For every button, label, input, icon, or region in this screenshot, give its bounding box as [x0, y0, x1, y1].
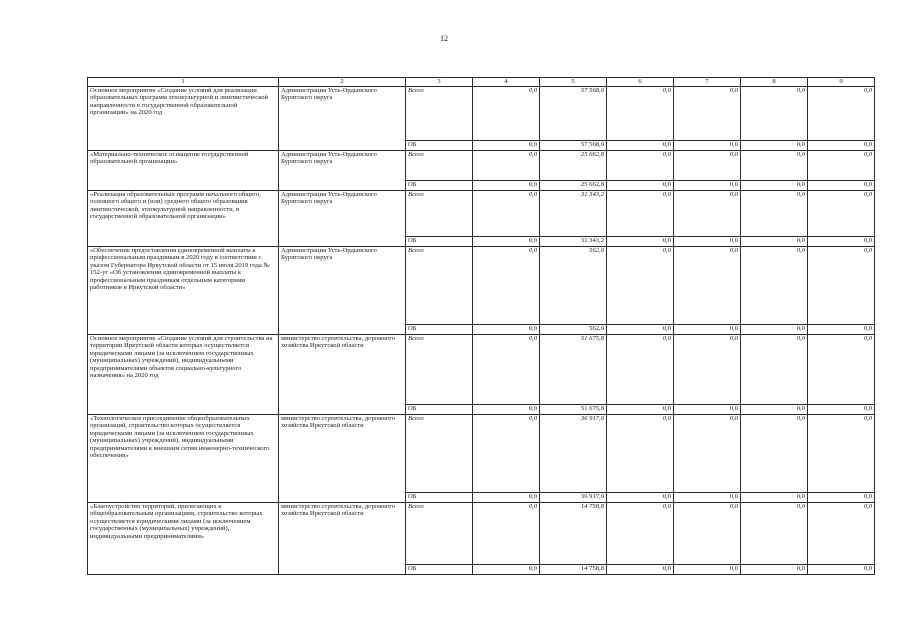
total-value-cell: 0,0 [808, 191, 875, 237]
table-body [88, 87, 875, 575]
table-row-total [88, 151, 875, 181]
total-value-cell: 0,0 [808, 503, 875, 565]
funding-source-ob: ОБ [406, 565, 473, 575]
ob-value-cell: 0,0 [808, 181, 875, 191]
table-row-total [88, 415, 875, 493]
total-value-cell: 0,0 [607, 151, 674, 181]
total-value-cell: 0,0 [741, 503, 808, 565]
ob-value-cell: 36 917,0 [540, 493, 607, 503]
total-value-cell: 57 568,0 [540, 87, 607, 141]
total-value-cell: 0,0 [473, 87, 540, 141]
total-value-cell: 0,0 [473, 335, 540, 405]
total-value-cell: 0,0 [741, 247, 808, 325]
ob-value-cell: 0,0 [741, 493, 808, 503]
total-value-cell: 0,0 [741, 191, 808, 237]
total-value-cell: 0,0 [674, 247, 741, 325]
ob-value-cell: 0,0 [674, 181, 741, 191]
ob-value-cell: 0,0 [473, 325, 540, 335]
funding-source-total: Всего [406, 191, 473, 237]
total-value-cell: 31 343,2 [540, 191, 607, 237]
ob-value-cell: 0,0 [607, 237, 674, 247]
measure-description: «Обеспечение предоставления единовременной выплаты к профессиональным праздникам в 2020 году в соответствии с указом Губернатора Иркутской области от 15 июля 2019 года № 152-уг «Об установлении единовременной выплаты к профессиональным праздникам отдельным категориям работников в Иркутской области» [88, 247, 279, 335]
ob-value-cell: 0,0 [473, 565, 540, 575]
ob-value-cell: 0,0 [607, 325, 674, 335]
total-value-cell: 0,0 [808, 87, 875, 141]
total-value-cell: 0,0 [473, 151, 540, 181]
ob-value-cell: 0,0 [607, 405, 674, 415]
total-value-cell: 0,0 [607, 191, 674, 237]
funding-source-ob: ОБ [406, 237, 473, 247]
executor-name: Администрация Усть-Ордынского Бурятского округа [279, 87, 406, 151]
funding-source-total: Всего [406, 151, 473, 181]
total-value-cell: 0,0 [607, 87, 674, 141]
total-value-cell: 36 917,0 [540, 415, 607, 493]
total-value-cell: 0,0 [473, 191, 540, 237]
column-header: 4 [473, 78, 540, 87]
ob-value-cell: 51 675,8 [540, 405, 607, 415]
total-value-cell: 0,0 [741, 335, 808, 405]
measure-description: «Реализация образовательных программ начального общего, основного общего и (или) среднего общего образования лингвистической, этнокультурной направленности, в государственной образовательной организации» [88, 191, 279, 247]
total-value-cell: 0,0 [674, 151, 741, 181]
ob-value-cell: 0,0 [741, 237, 808, 247]
measure-description: Основное мероприятие «Создание условий для строительства на территории Иркутской области которых осуществляется юридическими лицами (за исключением государственных (муниципальных) учреждений), индивидуальными предпринимателями объектов социально-культурного назначения» на 2020 год [88, 335, 279, 415]
ob-value-cell: 0,0 [674, 325, 741, 335]
total-value-cell: 0,0 [741, 151, 808, 181]
column-header: 2 [279, 78, 406, 87]
ob-value-cell: 0,0 [473, 181, 540, 191]
ob-value-cell: 0,0 [473, 405, 540, 415]
total-value-cell: 14 758,8 [540, 503, 607, 565]
executor-name: министерство строительства, дорожного хозяйства Иркутской области [279, 415, 406, 503]
measure-description: «Технологическое присоединение общеобразовательных организаций, строительство которых осуществляется юридическими лицами (за исключением государственных (муниципальных) учреждений), индивидуальными предпринимателями к внешним сетям инженерно-технического обеспечения» [88, 415, 279, 503]
total-value-cell: 0,0 [808, 247, 875, 325]
total-value-cell: 0,0 [808, 415, 875, 493]
executor-name: Администрация Усть-Ордынского Бурятского округа [279, 151, 406, 191]
ob-value-cell: 0,0 [674, 237, 741, 247]
ob-value-cell: 0,0 [808, 565, 875, 575]
ob-value-cell: 0,0 [674, 141, 741, 151]
table-row-total [88, 335, 875, 405]
table-row-total [88, 87, 875, 141]
total-value-cell: 0,0 [674, 335, 741, 405]
ob-value-cell: 0,0 [473, 493, 540, 503]
measure-description: «Материально-техническое оснащение государственной образовательной организации» [88, 151, 279, 191]
total-value-cell: 562,0 [540, 247, 607, 325]
column-header: 5 [540, 78, 607, 87]
total-value-cell: 0,0 [808, 151, 875, 181]
ob-value-cell: 0,0 [607, 565, 674, 575]
funding-source-total: Всего [406, 415, 473, 493]
total-value-cell: 0,0 [607, 503, 674, 565]
funding-source-ob: ОБ [406, 141, 473, 151]
column-number-row [88, 78, 875, 87]
funding-source-total: Всего [406, 247, 473, 325]
total-value-cell: 0,0 [808, 335, 875, 405]
ob-value-cell: 25 662,8 [540, 181, 607, 191]
ob-value-cell: 0,0 [808, 237, 875, 247]
budget-table [87, 77, 875, 575]
ob-value-cell: 0,0 [741, 565, 808, 575]
measure-description: Основное мероприятие «Создание условий для реализации образовательных программ этнокультурной и лингвистической направленности в государственной образовательной организации» на 2020 год [88, 87, 279, 151]
funding-source-ob: ОБ [406, 325, 473, 335]
ob-value-cell: 0,0 [741, 181, 808, 191]
table-row-total [88, 503, 875, 565]
funding-source-ob: ОБ [406, 405, 473, 415]
column-header: 3 [406, 78, 473, 87]
total-value-cell: 0,0 [473, 415, 540, 493]
funding-source-ob: ОБ [406, 493, 473, 503]
total-value-cell: 0,0 [674, 87, 741, 141]
executor-name: Администрация Усть-Ордынского Бурятского округа [279, 247, 406, 335]
ob-value-cell: 0,0 [808, 141, 875, 151]
total-value-cell: 0,0 [607, 247, 674, 325]
ob-value-cell: 0,0 [607, 141, 674, 151]
column-header: 1 [88, 78, 279, 87]
funding-source-total: Всего [406, 503, 473, 565]
ob-value-cell: 0,0 [808, 493, 875, 503]
ob-value-cell: 31 343,2 [540, 237, 607, 247]
ob-value-cell: 57 568,0 [540, 141, 607, 151]
ob-value-cell: 0,0 [674, 565, 741, 575]
total-value-cell: 0,0 [741, 415, 808, 493]
total-value-cell: 51 675,8 [540, 335, 607, 405]
total-value-cell: 25 662,8 [540, 151, 607, 181]
total-value-cell: 0,0 [607, 335, 674, 405]
total-value-cell: 0,0 [674, 415, 741, 493]
funding-source-total: Всего [406, 335, 473, 405]
total-value-cell: 0,0 [473, 247, 540, 325]
ob-value-cell: 0,0 [607, 493, 674, 503]
ob-value-cell: 0,0 [674, 405, 741, 415]
total-value-cell: 0,0 [473, 503, 540, 565]
ob-value-cell: 0,0 [741, 141, 808, 151]
funding-source-total: Всего [406, 87, 473, 141]
ob-value-cell: 0,0 [741, 325, 808, 335]
column-header: 9 [808, 78, 875, 87]
ob-value-cell: 0,0 [808, 405, 875, 415]
ob-value-cell: 0,0 [674, 493, 741, 503]
ob-value-cell: 0,0 [607, 181, 674, 191]
ob-value-cell: 0,0 [473, 141, 540, 151]
ob-value-cell: 562,0 [540, 325, 607, 335]
total-value-cell: 0,0 [741, 87, 808, 141]
executor-name: министерство строительства, дорожного хозяйства Иркутской области [279, 335, 406, 415]
ob-value-cell: 0,0 [473, 237, 540, 247]
ob-value-cell: 0,0 [741, 405, 808, 415]
executor-name: Администрация Усть-Ордынского Бурятского округа [279, 191, 406, 247]
funding-source-ob: ОБ [406, 181, 473, 191]
total-value-cell: 0,0 [674, 503, 741, 565]
page-number: 12 [440, 34, 448, 43]
measure-description: «Благоустройство территорий, прилегающих к общеобразовательным организациям, строительство которых осуществляется юридическими лицами (за исключением государственных (муниципальных) учреждений), индивидуальными предпринимателями» [88, 503, 279, 575]
total-value-cell: 0,0 [607, 415, 674, 493]
column-header: 6 [607, 78, 674, 87]
executor-name: министерство строительства, дорожного хозяйства Иркутской области [279, 503, 406, 575]
column-header: 8 [741, 78, 808, 87]
table-row-total [88, 247, 875, 325]
ob-value-cell: 0,0 [808, 325, 875, 335]
table-row-total [88, 191, 875, 237]
total-value-cell: 0,0 [674, 191, 741, 237]
ob-value-cell: 14 758,8 [540, 565, 607, 575]
column-header: 7 [674, 78, 741, 87]
